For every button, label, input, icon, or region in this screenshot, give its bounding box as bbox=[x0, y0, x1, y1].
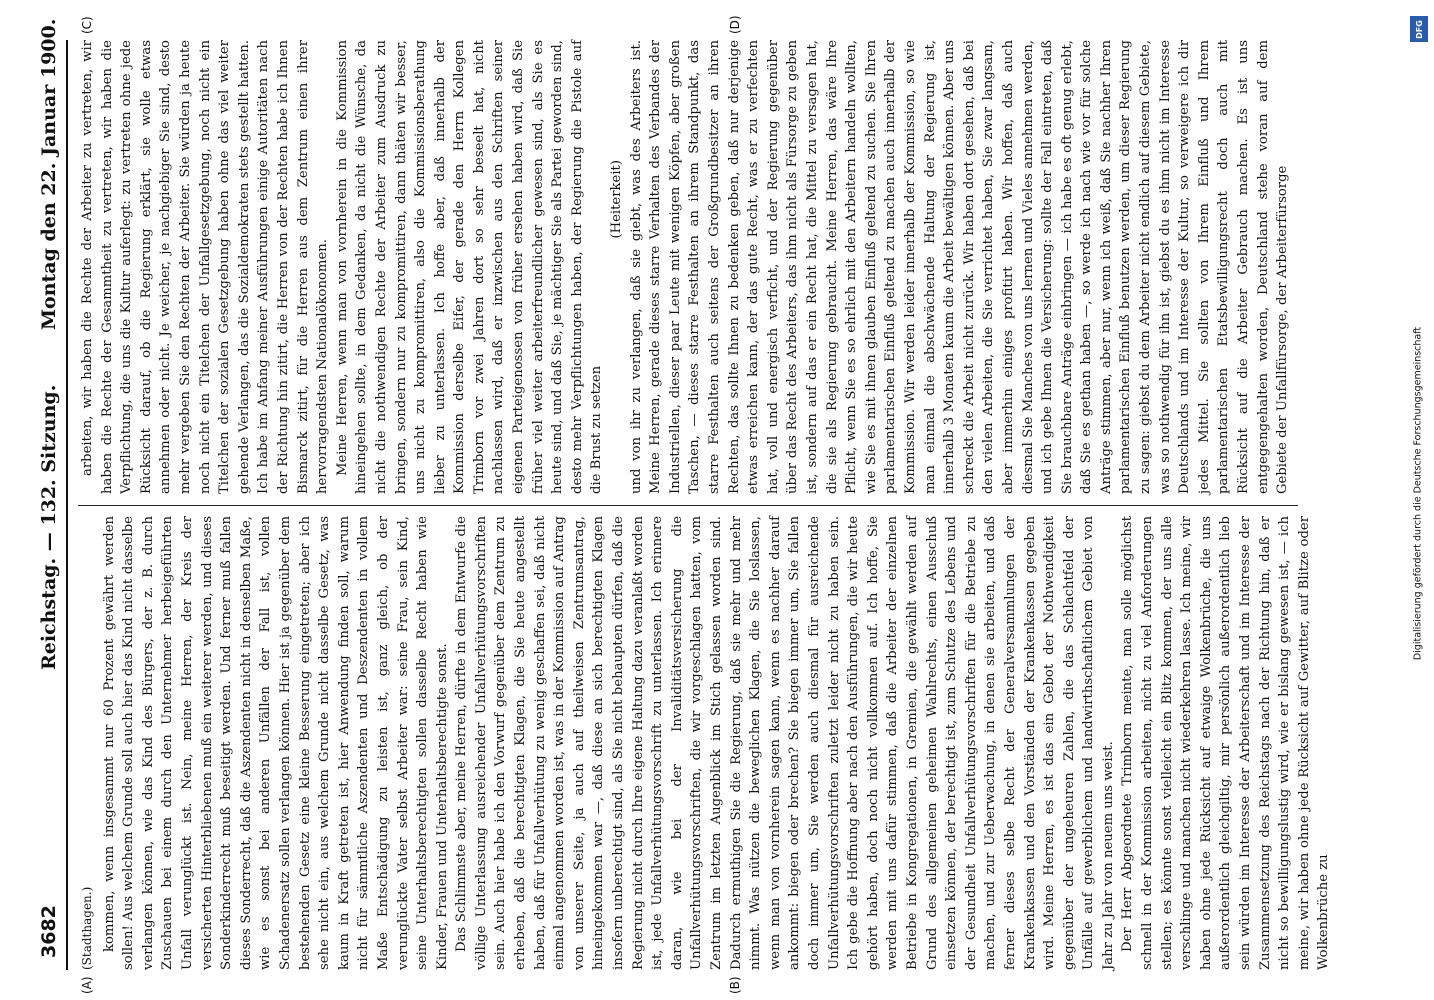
paragraph: Meine Herren, wenn man von vornherein in die Kommission hineingehen sollte, in dem Gedanken, da nicht die Wünsche, da nicht die nothwendigen Rechte der Arbeiter zum Ausdruck zu bringen, sondern nur zu kompromittiren, dann thäten wir besser, uns nicht zu kompromittiren, also die Kommissionsberathung lieber zu unterlassen. Ich hoffe aber, daß innerhalb der Kommission derselbe Eifer, der gerade den Herrn Kollegen Trimborn vor zwei Jahren dort so sehr beseelt hat, nicht nachlassen wird, daß er inzwischen aus den Schriften seiner eigenen Parteigenossen von früher ersehen haben wird, daß Sie früher viel weiter arbeiterfreundlicher gewesen sind, als Sie es heute sind, und daß Sie, je mächtiger Sie als Partei geworden sind, desto mehr Verpflichtungen haben, der Regierung die Pistole auf die Brust zu setzen bbox=[334, 40, 605, 494]
header-rule bbox=[66, 40, 68, 970]
interjection: (Heiterkeit) bbox=[609, 160, 625, 239]
paragraph: und von ihr zu verlangen, daß sie giebt, was des Arbeiters ist. Meine Herren, gerade dieses starre Verhalten des Verbandes der Industriellen, dieser paar Leute mit wenigen Köpfen, aber großen Taschen, — dieses starre Festhalten an ihrem Standpunkt, das starre Festhalten auch seitens der Großgrundbesitzer an ihren Rechten, das sollte Ihnen zu bedenken geben, daß nur derjenige etwas erreichen kann, der das gute Recht, was er zu verfechten hat, voll und energisch verficht, und der Regierung gegenüber über das Recht des Arbeiters, das ihm nicht als Fürsorge zu geben ist, sondern auf das er ein Recht hat, die Mittel zu versagen hat, die sie als Regierung gebraucht. Meine Herren, das wäre Ihre Pflicht, wenn Sie es so ehrlich mit den Arbeitern handeln wollten, wie Sie es mit ihnen glauben Einfluß geltend zu suchen. Sie Ihren parlamentarischen Einfluß geltend zu machen auch innerhalb der Kommission. Wir werden leider innerhalb der Kommission, so wie man einmal die abschwächende Haltung der Regierung ist, innerhalb 3 Monaten kaum die Arbeit bewältigen können. Aber uns schreckt die Arbeit nicht zurück. Wir haben dort gesehen, daß bei den vielen Arbeiten, die Sie verrichtet haben, Sie zwar langsam, aber immerhin einiges profitirt haben. Wir hoffen, daß auch diesmal Sie Manches von uns lernen und Vieles annehmen werden, und ich gebe Ihnen die Versicherung: sollte der Fall eintreten, daß Sie brauchbare Anträge einbringen — ich habe es oft genug erlebt, daß Sie es gethan haben —, so werde ich nach wie vor für solche Anträge stimmen, aber nur, wenn ich weiß, daß Sie nachher Ihren parlamentarischen Einfluß benutzen werden, um dieser Regierung zu sagen: giebst du dem Arbeiter nicht endlich auf diesem Gebiete, was so nothwendig für ihn ist, giebst du es ihm nicht im Interesse Deutschlands und im Interesse der Kultur, so verweigere ich dir jedes Mittel. Sie sollten von Ihrem Einfluß und Ihrem parlamentarischen Etatsbewilligungsrecht doch auch mit Rücksicht auf die Arbeiter Gebrauch machen. Es ist uns entgegengehalten worden, Deutschland stehe voran auf dem Gebiete der Unfallfürsorge, der Arbeiterfürsorge bbox=[628, 40, 1291, 494]
left-column bbox=[78, 516, 1332, 970]
page-number: 3682 bbox=[38, 905, 60, 958]
margin-label-a: (A) bbox=[80, 976, 94, 994]
dfg-logo-text: DFG bbox=[1414, 19, 1424, 39]
paragraph: arbeiten, wir haben die Rechte der Arbeiter zu vertreten, wir haben die Rechte der Gesammtheit zu vertreten, wir haben die Verpflichtung, die uns die Kultur auferlegt: zu vertreten ohne jede Rücksicht darauf, ob die Regierung erklärt, sie wolle etwas annehmen oder nicht. Je weicher, je nachgiebiger Sie sind, desto mehr vergeben Sie den Rechten der Arbeiter. Sie würden ja heute noch nicht ein Titelchen der Unfallgesetzgebung, noch nicht ein Titelchen der sozialen Gesetzgebung haben ohne das viel weiter gehende Verlangen, das die Sozialdemokraten stets gestellt hatten. Ich habe im Anfang meiner Ausführungen einige Autoritäten nach der Richtung hin zitirt, die Herren von der Rechten habe ich Ihnen Bismarck zitirt, für die Herren aus dem Zentrum einen ihrer hervorragendsten Nationalökonomen. bbox=[80, 40, 331, 494]
margin-label-b: (B) bbox=[728, 976, 742, 994]
column-divider bbox=[78, 505, 1298, 506]
margin-label-c: (C) bbox=[80, 16, 94, 34]
session-date: Montag den 22. Januar 1900. bbox=[38, 18, 60, 330]
speaker-label: (Stadthagen.) bbox=[80, 886, 94, 970]
margin-label-d: (D) bbox=[728, 15, 742, 34]
paragraph: kommen, wenn insgesammt nur 60 Prozent gewährt werden sollen! Aus welchem Grunde soll auch hier das Kind nicht dasselbe verlangen können, wie das Kind des Bürgers, der z. B. durch Zuschauen bei einem durch den Unternehmer herbeigeführten Unfall verunglückt ist. Nein, meine Herren, der Kreis der versicherten Hinterbliebenen muß ein weiterer werden, und dieses Sonderkinderrecht muß beseitigt werden. Und ferner muß fallen dieses Sonderrecht, daß die Aszendenten nicht in denselben Maße, wie es sonst bei anderen Unfällen der Fall ist, vollen Schadenersatz sollen verlangen können. Hier ist ja gegenüber dem bestehenden Gesetz eine kleine Besserung eingetreten; aber ich sehe nicht ein, aus welchem Grunde nicht dasselbe Gesetz, was kaum in Kraft getreten ist, hier Anwendung finden soll, warum nicht für sämmtliche Aszendenten und Deszendenten in vollem Maße Entschädigung zu leisten ist, ganz gleich, ob der verunglückte Vater selbst Arbeiter war: seine Frau, sein Kind, seine Unterhaltsberechtigten sollen dasselbe Recht haben wie Kinder, Frauen und Unterhaltsberechtigte sonst. bbox=[101, 516, 450, 970]
right-column bbox=[78, 40, 1298, 494]
paragraph: Der Herr Abgeordnete Trimborn meinte, man solle möglichst schnell in der Kommission arbeiten, nicht zu viel Anforderungen stellen; es könnte sonst vielleicht ein Blitz kommen, der uns alle verschlinge und manchen nicht wiederkehren lasse. Ich meine, wir haben ohne jede Rücksicht auf etwaige Wolkenbrüche, die uns außerordentlich gleichgiltig, mir persönlich außerordentlich lieb sein würden im Interesse der Arbeiterschaft und im Interesse der Zusammensetzung des Reichstags nach der Richtung hin, daß er nicht so bewilligungslustig wird, wie er bislang gewesen ist, — ich meine, wir haben ohne jede Rücksicht auf Gewitter, auf Blitze oder Wolkenbrüche zu bbox=[1120, 516, 1332, 970]
digitization-credit bbox=[1408, 8, 1432, 992]
credit-text: Digitalisierung gefördert durch die Deutsche Forschungsgemeinschaft bbox=[1412, 326, 1424, 661]
page-header bbox=[8, 18, 70, 970]
paragraph: Das Schlimmste aber, meine Herren, dürfte in dem Entwurfe die völlige Unterlassung ausreichender Unfallverhütungsvorschriften sein. Auch hier habe ich den Vorwurf gegenüber dem Zentrum zu erheben, daß die berechtigten Klagen, die Sie heute angestellt haben, daß für Unfallverhütung zu wenig geschaffen sei, daß nicht einmal angenommen worden ist, was in der Kommission auf Antrag von unserer Seite, ja auch auf theilweisen Zentrumsantrag, hineingekommen war —, daß diese an sich berechtigten Klagen insofern unberechtigt sind, als Sie nicht behaupten dürfen, daß die Regierung nicht durch Ihre eigene Haltung dazu veranlaßt worden ist, jede Unfallverhütungsvorschrift zu unterlassen. Ich erinnere daran, wie bei der Invaliditätsversicherung die Unfallverhütungsvorschriften, die wir vorgeschlagen hatten, vom Zentrum im letzten Augenblick im Stich gelassen worden sind. Dadurch ermuthigen Sie die Regierung, daß sie mehr und mehr nimmt. Was nützen die beweglichen Klagen, die Sie loslassen, wenn man von vornherein sagen kann, wenn es nachher darauf ankommt: biegen oder brechen? Sie biegen immer um, Sie fallen doch immer um, Sie werden auch diesmal für ausreichende Unfallverhütungsvorschriften zuletzt leider nicht zu haben sein. Ich gebe die Hoffnung aber nach den Ausführungen, die wir heute gehört haben, doch noch nicht vollkommen auf. Ich hoffe, Sie werden mit uns dafür stimmen, daß die Arbeiter der einzelnen Betriebe in Kongregationen, in Gremien, die gewählt werden auf Grund des allgemeinen geheimen Wahlrechts, einen Ausschuß einsetzen können, der berechtigt ist, zum Schutze des Lebens und der Gesundheit Unfallverhütungsvorschriften für die Betriebe zu machen, und zur Ueberwachung, in denen sie arbeiten, und daß ferner dieses selbe Recht der Generalversammlungen der Krankenkassen und den Vorständen der Krankenkassen gegeben wird. Meine Herren, es ist das ein Gebot der Nothwendigkeit gegenüber der ungeheuren Zahlen, die das Schlachtfeld der Unfälle auf gewerblichem und landwirthschaftlichem Gebiet von Jahr zu Jahr von neuem uns weist. bbox=[454, 516, 1116, 970]
session-title: Reichstag. — 132. Sitzung. bbox=[38, 384, 60, 670]
